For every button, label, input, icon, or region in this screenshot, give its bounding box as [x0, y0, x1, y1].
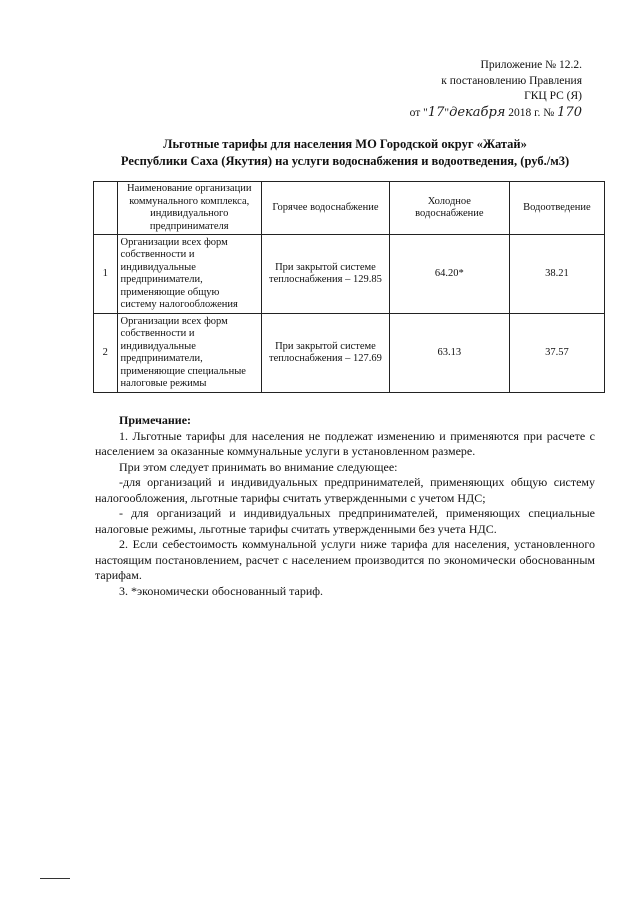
note-1-special-tax: - для организаций и индивидуальных предпринимателей, применяющих специальные налоговые режимы, льготные тарифы считать утвержденными без учета НДС. — [95, 506, 595, 536]
footer-divider — [40, 878, 70, 879]
header-hot-water: Горячее водоснабжение — [261, 182, 389, 235]
document-title-line1: Льготные тарифы для населения МО Городской округ «Жатай» — [163, 137, 527, 151]
note-1-intro: При этом следует принимать во внимание следующее: — [119, 459, 398, 474]
row-sewerage: 37.57 — [509, 314, 604, 393]
row-hot-water: При закрытой системе теплоснабжения – 129.85 — [261, 235, 389, 314]
header-organization: Наименование организации коммунального комплекса, индивидуального предпринимателя — [117, 182, 261, 235]
notes-section — [95, 413, 595, 599]
resolution-reference: к постановлению Правления — [441, 74, 582, 87]
date-day-handwritten: 17 — [427, 104, 445, 120]
row-number: 1 — [94, 235, 118, 314]
row-organization: Организации всех форм собственности и индивидуальные предприниматели, применяющие специальные налоговые режимы — [117, 314, 261, 393]
document-title-line2: Республики Саха (Якутия) на услуги водоснабжения и водоотведения, (руб./м3) — [120, 154, 570, 168]
appendix-header — [342, 58, 582, 121]
note-1-general-tax: -для организаций и индивидуальных предпринимателей, применяющих общую систему налогообложения, льготные тарифы считать утвержденными с учетом НДС; — [95, 475, 595, 505]
tariff-table — [93, 181, 605, 393]
resolution-date-line — [342, 105, 582, 122]
row-cold-water: 64.20* — [389, 235, 509, 314]
row-number: 2 — [94, 314, 118, 393]
notes-heading: Примечание: — [119, 413, 192, 427]
header-number — [94, 182, 118, 235]
authority-name: ГКЦ РС (Я) — [524, 90, 582, 102]
row-cold-water: 63.13 — [389, 314, 509, 393]
table-header-row — [94, 182, 605, 235]
header-cold-water: Холодное водоснабжение — [389, 182, 509, 235]
note-1: 1. Льготные тарифы для населения не подлежат изменению и применяются при расчете с населением за оказанные коммунальные услуги в установленном размере. — [95, 428, 595, 458]
table-row — [94, 314, 605, 393]
note-3: 3. *экономически обоснованный тариф. — [119, 583, 324, 598]
row-organization: Организации всех форм собственности и индивидуальные предприниматели, применяющие общую систему налогообложения — [117, 235, 261, 314]
date-separator: " — [444, 106, 450, 119]
date-year: 2018 г. № — [508, 106, 555, 119]
date-prefix: от " — [409, 106, 428, 119]
row-sewerage: 38.21 — [509, 235, 604, 314]
note-2: 2. Если себестоимость коммунальной услуги ниже тарифа для населения, установленного настоящим постановлением, расчет с населением производится по экономически обоснованным тарифам. — [95, 537, 595, 582]
table-row — [94, 235, 605, 314]
resolution-number-handwritten: 170 — [557, 104, 582, 120]
header-sewerage: Водоотведение — [509, 182, 604, 235]
row-hot-water: При закрытой системе теплоснабжения – 127.69 — [261, 314, 389, 393]
date-month-handwritten: декабря — [449, 104, 506, 120]
appendix-number: Приложение № 12.2. — [480, 59, 582, 71]
